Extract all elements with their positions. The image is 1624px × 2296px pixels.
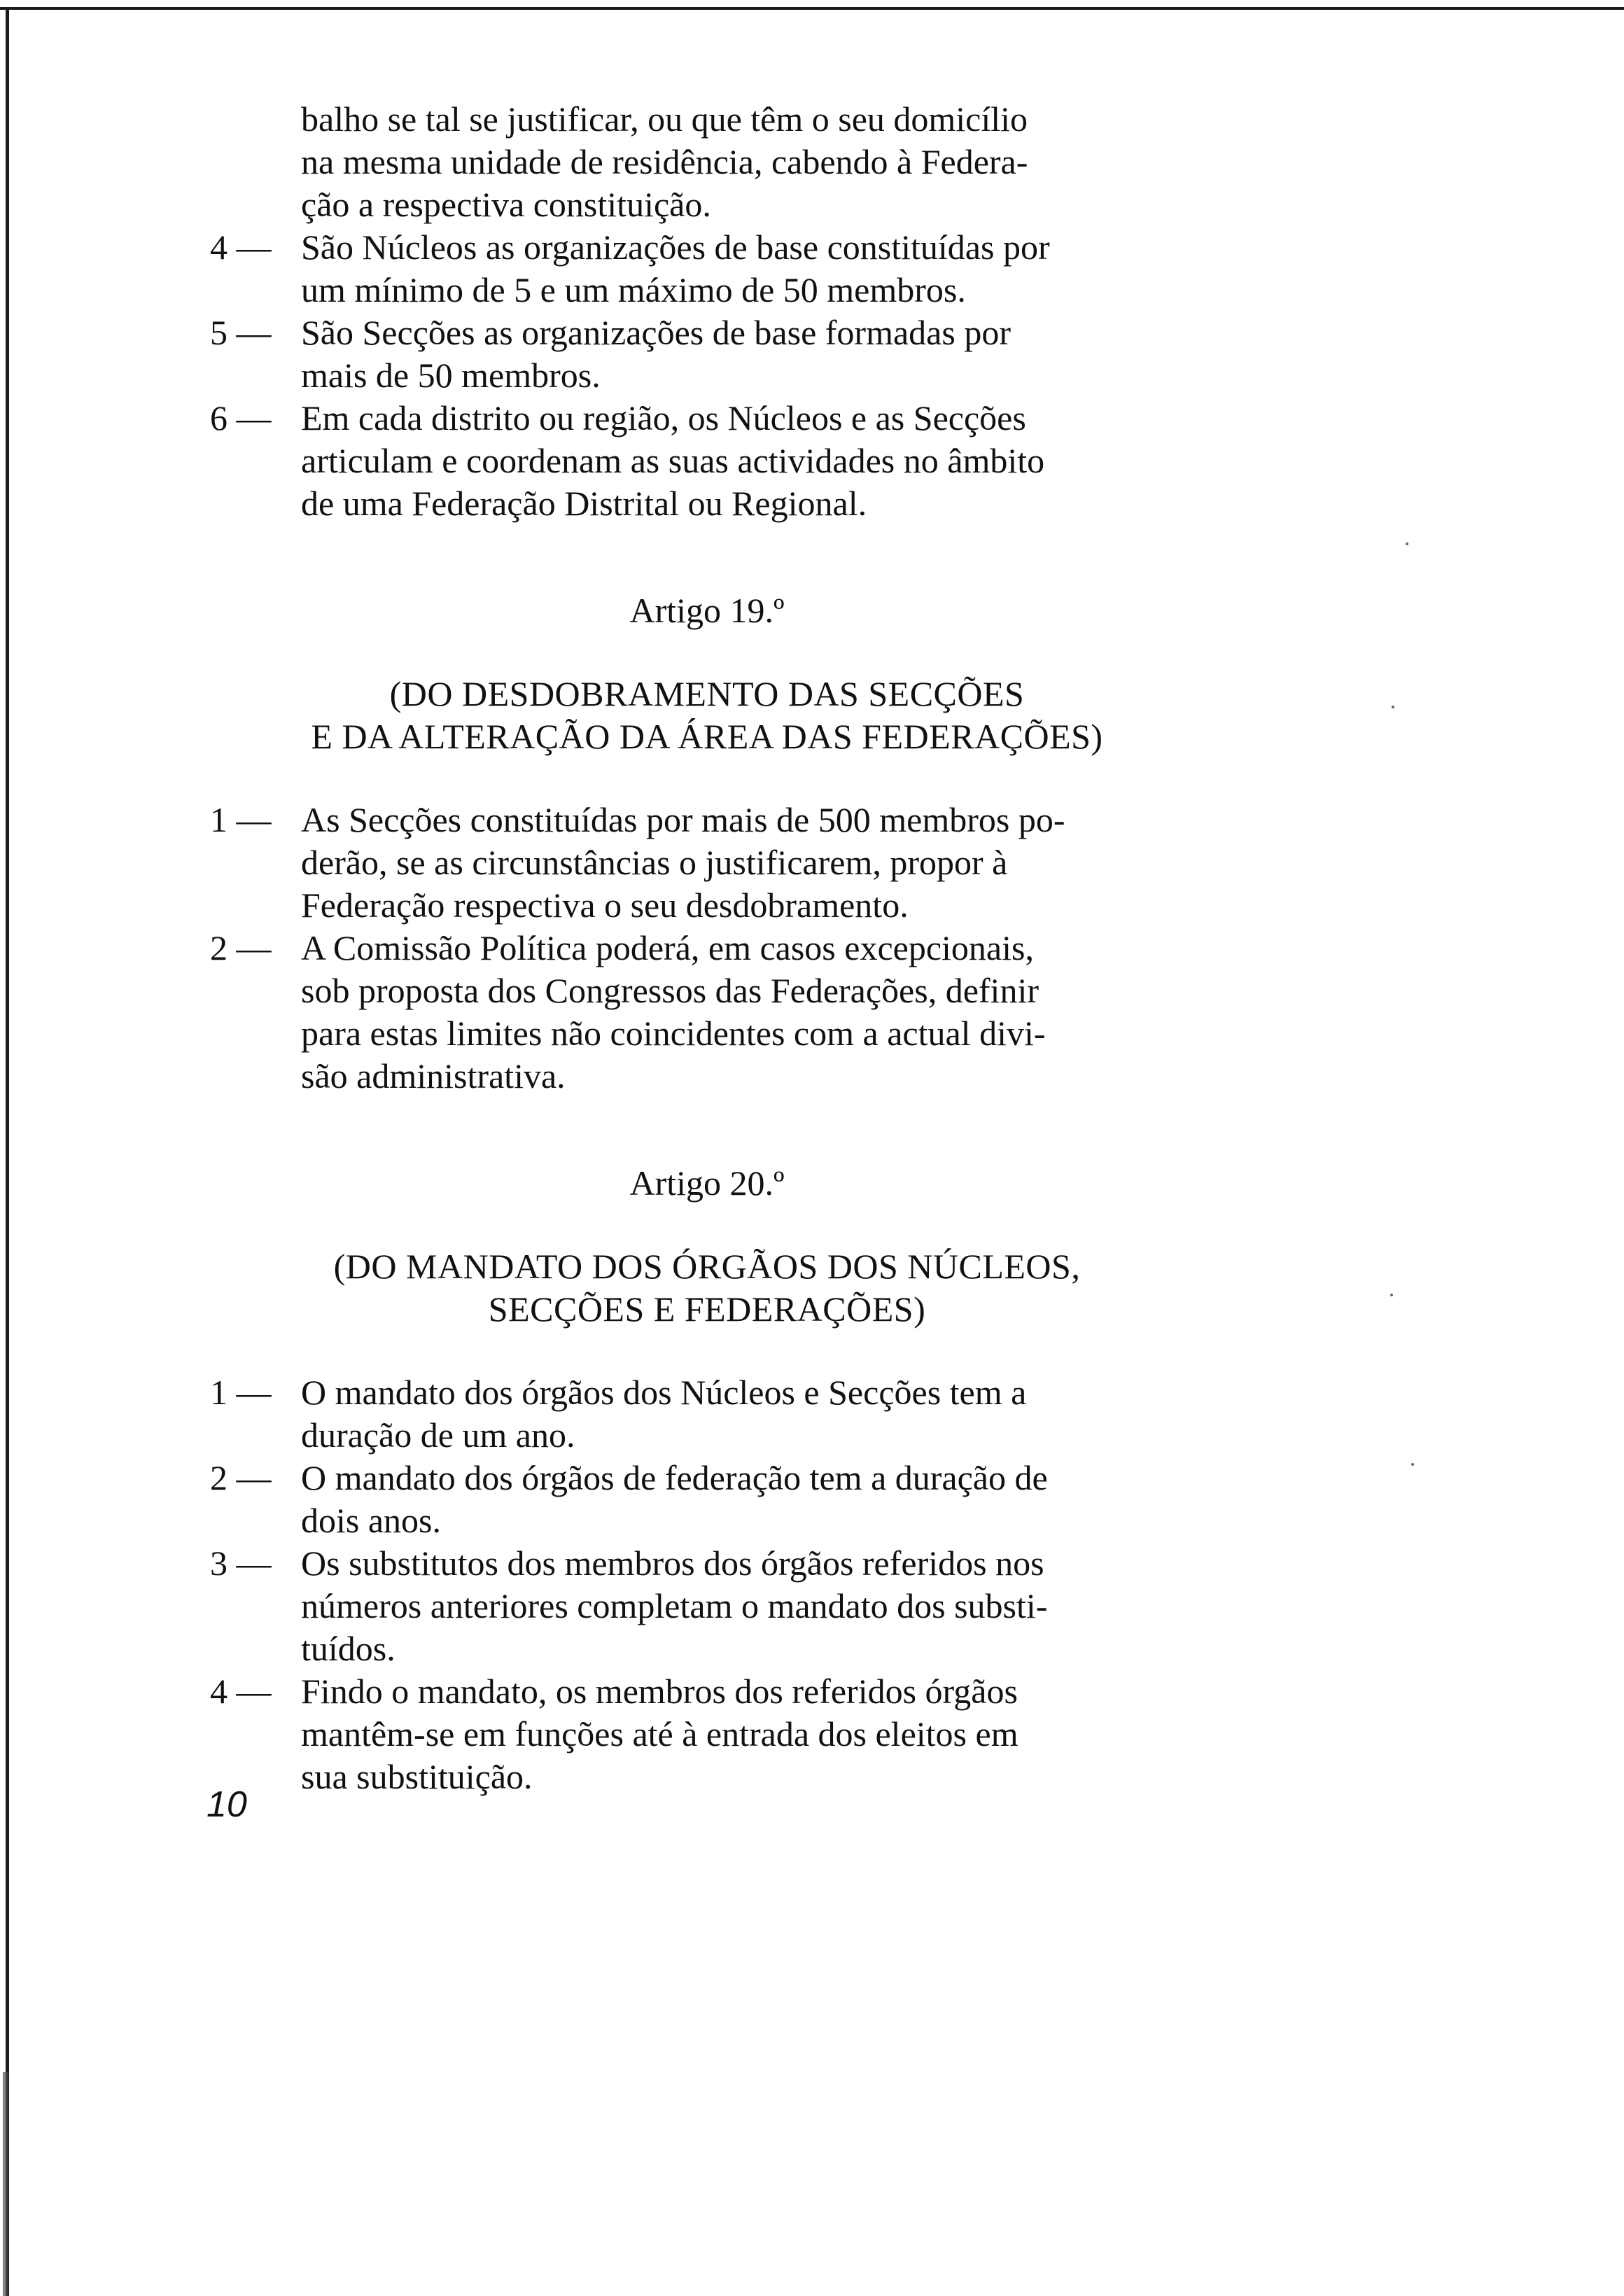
intro-paragraph [210, 98, 1204, 226]
text-line: de uma Federação Distrital ou Regional. [301, 484, 867, 523]
scan-speck [1406, 542, 1408, 545]
text-line: Findo o mandato, os membros dos referidos órgãos [301, 1672, 1018, 1711]
article-19-title: Artigo 19.º [629, 591, 785, 630]
text-line: para estas limites não coincidentes com a actual divi- [301, 1014, 1046, 1053]
item-number: 2 — [210, 1458, 272, 1497]
text-line: As Secções constituídas por mais de 500 membros po- [301, 800, 1065, 839]
item-number: 2 — [210, 928, 272, 967]
text-line: balho se tal se justificar, ou que têm o seu domicílio [301, 99, 1028, 139]
item-number: 6 — [210, 398, 272, 438]
text-line: mais de 50 membros. [301, 356, 601, 395]
text-line: Federação respectiva o seu desdobramento. [301, 886, 909, 925]
item-number: 4 — [210, 227, 272, 267]
text-line: São Núcleos as organizações de base constituídas por [301, 227, 1050, 267]
scan-speck [1390, 1294, 1393, 1296]
subtitle-line: SECÇÕES E FEDERAÇÕES) [488, 1289, 926, 1329]
text-line: sob proposta dos Congressos das Federações, definir [301, 971, 1039, 1010]
numbered-item [210, 1542, 1204, 1670]
numbered-item [210, 799, 1204, 927]
text-line: duração de um ano. [301, 1415, 575, 1455]
numbered-item [210, 1457, 1204, 1542]
scan-speck [1392, 706, 1394, 708]
text-line: tuídos. [301, 1629, 396, 1668]
document-page [210, 98, 1204, 1798]
scan-speck [1411, 1463, 1414, 1466]
numbered-item [210, 312, 1204, 397]
item-number: 4 — [210, 1672, 272, 1711]
scan-border-top [0, 7, 1624, 10]
text-line: sua substituição. [301, 1757, 533, 1796]
numbered-item [210, 226, 1204, 312]
page-number: 10 [206, 1784, 247, 1825]
numbered-item [210, 1670, 1204, 1798]
item-number: 3 — [210, 1544, 272, 1583]
text-line: Os substitutos dos membros dos órgãos referidos nos [301, 1544, 1044, 1583]
text-line: ção a respectiva constituição. [301, 185, 711, 224]
text-line: São Secções as organizações de base formadas por [301, 313, 1011, 352]
text-line: dois anos. [301, 1501, 441, 1540]
article-19-subtitle [210, 673, 1204, 758]
text-line: Em cada distrito ou região, os Núcleos e as Secções [301, 398, 1026, 438]
article-20-subtitle [210, 1245, 1204, 1331]
text-line: O mandato dos órgãos dos Núcleos e Secções tem a [301, 1373, 1027, 1412]
article-20-title: Artigo 20.º [629, 1163, 785, 1203]
text-line: na mesma unidade de residência, cabendo à Federa- [301, 142, 1028, 181]
text-line: números anteriores completam o mandato dos substi- [301, 1586, 1048, 1625]
text-line: A Comissão Política poderá, em casos excepcionais, [301, 928, 1034, 967]
subtitle-line: (DO DESDOBRAMENTO DAS SECÇÕES [389, 674, 1025, 713]
text-line: derão, se as circunstâncias o justificarem, propor à [301, 843, 1008, 882]
item-number: 5 — [210, 313, 272, 352]
text-line: O mandato dos órgãos de federação tem a duração de [301, 1458, 1048, 1497]
numbered-item [210, 397, 1204, 525]
subtitle-line: E DA ALTERAÇÃO DA ÁREA DAS FEDERAÇÕES) [311, 717, 1103, 756]
item-number: 1 — [210, 1373, 272, 1412]
subtitle-line: (DO MANDATO DOS ÓRGÃOS DOS NÚCLEOS, [333, 1247, 1081, 1286]
text-line: mantêm-se em funções até à entrada dos eleitos em [301, 1714, 1018, 1754]
scan-shadow-left [3, 2072, 10, 2296]
text-line: um mínimo de 5 e um máximo de 50 membros. [301, 270, 966, 309]
numbered-item [210, 1371, 1204, 1457]
item-number: 1 — [210, 800, 272, 839]
text-line: são administrativa. [301, 1056, 566, 1096]
numbered-item [210, 927, 1204, 1098]
text-line: articulam e coordenam as suas actividades no âmbito [301, 441, 1045, 480]
scan-border-left [6, 7, 9, 2296]
